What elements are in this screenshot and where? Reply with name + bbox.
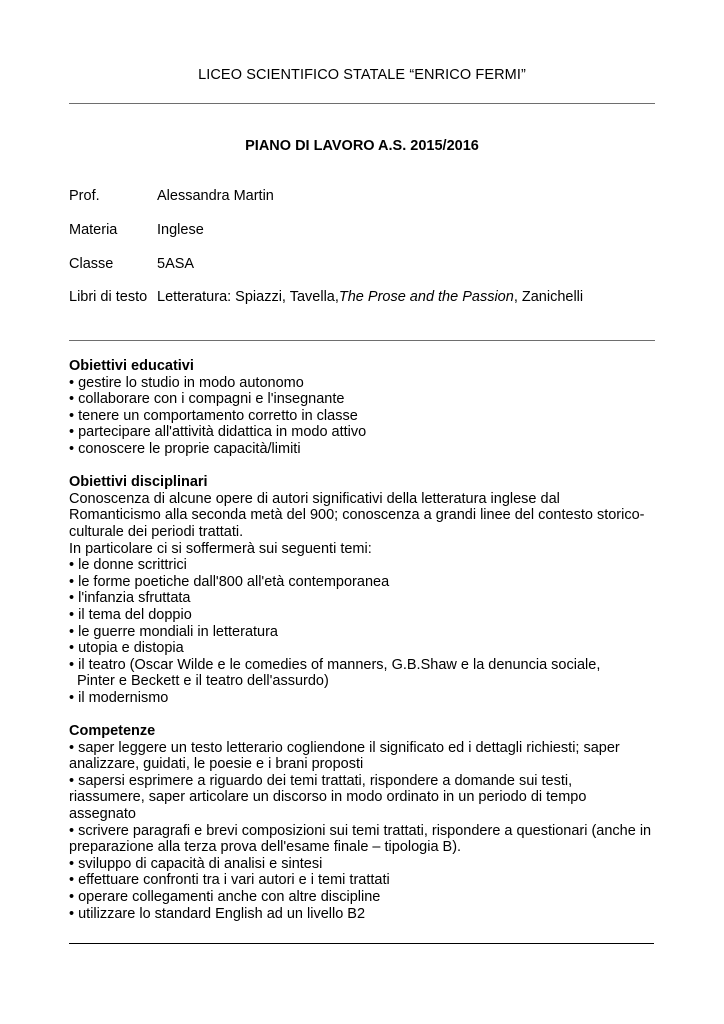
paragraph-line: Romanticismo alla seconda metà del 900; conoscenza a grandi linee del contesto storico- [69, 507, 645, 524]
list-item: • il modernismo [69, 689, 169, 706]
section-competenze [69, 723, 669, 922]
info-row-libri [69, 289, 583, 305]
paragraph-line: preparazione alla terza prova dell'esame finale – tipologia B). [69, 839, 462, 856]
divider-middle [69, 340, 655, 341]
list-item: • l'infanzia sfruttata [69, 590, 191, 607]
school-name: LICEO SCIENTIFICO STATALE “ENRICO FERMI” [198, 67, 526, 83]
paragraph-line: • saper leggere un testo letterario cogliendone il significato ed i dettagli richiesti; saper [69, 739, 620, 756]
classe-label: Classe [69, 256, 114, 272]
libri-suffix: , Zanichelli [513, 289, 584, 305]
paragraph-line: • effettuare confronti tra i vari autori e i temi trattati [69, 872, 390, 889]
prof-label: Prof. [69, 188, 100, 204]
bullet-list [69, 375, 669, 458]
libri-book-title: The Prose and the Passion [338, 289, 514, 305]
paragraph-line: • utilizzare lo standard English ad un livello B2 [69, 905, 366, 922]
info-row-classe [69, 256, 194, 272]
paragraph-line: • scrivere paragrafi e brevi composizioni sui temi trattati, rispondere a questionari (anche in [69, 822, 652, 839]
list-item: • utopia e distopia [69, 640, 184, 657]
paragraph-line: • sviluppo di capacità di analisi e sintesi [69, 855, 323, 872]
list-item: • il tema del doppio [69, 606, 192, 623]
document-body [69, 358, 669, 939]
section-title: Obiettivi disciplinari [69, 474, 208, 491]
list-item: • le donne scrittrici [69, 557, 187, 574]
libri-prefix: Letteratura: Spiazzi, Tavella, [157, 289, 339, 305]
materia-value: Inglese [157, 222, 204, 238]
paragraph-line: • sapersi esprimere a riguardo dei temi trattati, rispondere a domande sui testi, [69, 772, 573, 789]
paragraph-line: analizzare, guidati, le poesie e i brani proposti [69, 756, 364, 773]
list-item-continuation: Pinter e Beckett e il teatro dell'assurdo) [77, 673, 329, 690]
list-item: • conoscere le proprie capacità/limiti [69, 440, 301, 457]
bullet-list [69, 557, 669, 706]
list-item: • gestire lo studio in modo autonomo [69, 374, 304, 391]
list-item: • tenere un comportamento corretto in classe [69, 407, 358, 424]
list-item: • le forme poetiche dall'800 all'età contemporanea [69, 573, 390, 590]
prof-value: Alessandra Martin [157, 188, 274, 204]
classe-value: 5ASA [157, 256, 195, 272]
paragraph-line: assegnato [69, 806, 136, 823]
libri-value [157, 289, 583, 305]
section-obiettivi-educativi [69, 358, 669, 458]
divider-bottom [69, 943, 654, 944]
paragraph-line: culturale dei periodi trattati. [69, 523, 244, 540]
info-row-prof [69, 188, 274, 204]
paragraph-line: In particolare ci si soffermerà sui seguenti temi: [69, 540, 372, 557]
paragraph-line: Conoscenza di alcune opere di autori significativi della letteratura inglese dal [69, 490, 560, 507]
plan-title: PIANO DI LAVORO A.S. 2015/2016 [245, 138, 479, 154]
list-item: • partecipare all'attività didattica in modo attivo [69, 424, 367, 441]
section-title: Competenze [69, 723, 156, 740]
list-item: • il teatro (Oscar Wilde e le comedies of manners, G.B.Shaw e la denuncia sociale, [69, 656, 601, 673]
paragraph-line: riassumere, saper articolare un discorso in modo ordinato in un periodo di tempo [69, 789, 587, 806]
list-item: • le guerre mondiali in letteratura [69, 623, 278, 640]
section-obiettivi-disciplinari [69, 474, 669, 706]
libri-label: Libri di testo [69, 289, 148, 305]
section-title: Obiettivi educativi [69, 358, 194, 374]
list-item: • collaborare con i compagni e l'insegnante [69, 391, 345, 408]
paragraph-line: • operare collegamenti anche con altre discipline [69, 889, 381, 905]
divider-top [69, 103, 655, 104]
materia-label: Materia [69, 222, 118, 238]
info-row-materia [69, 222, 204, 238]
